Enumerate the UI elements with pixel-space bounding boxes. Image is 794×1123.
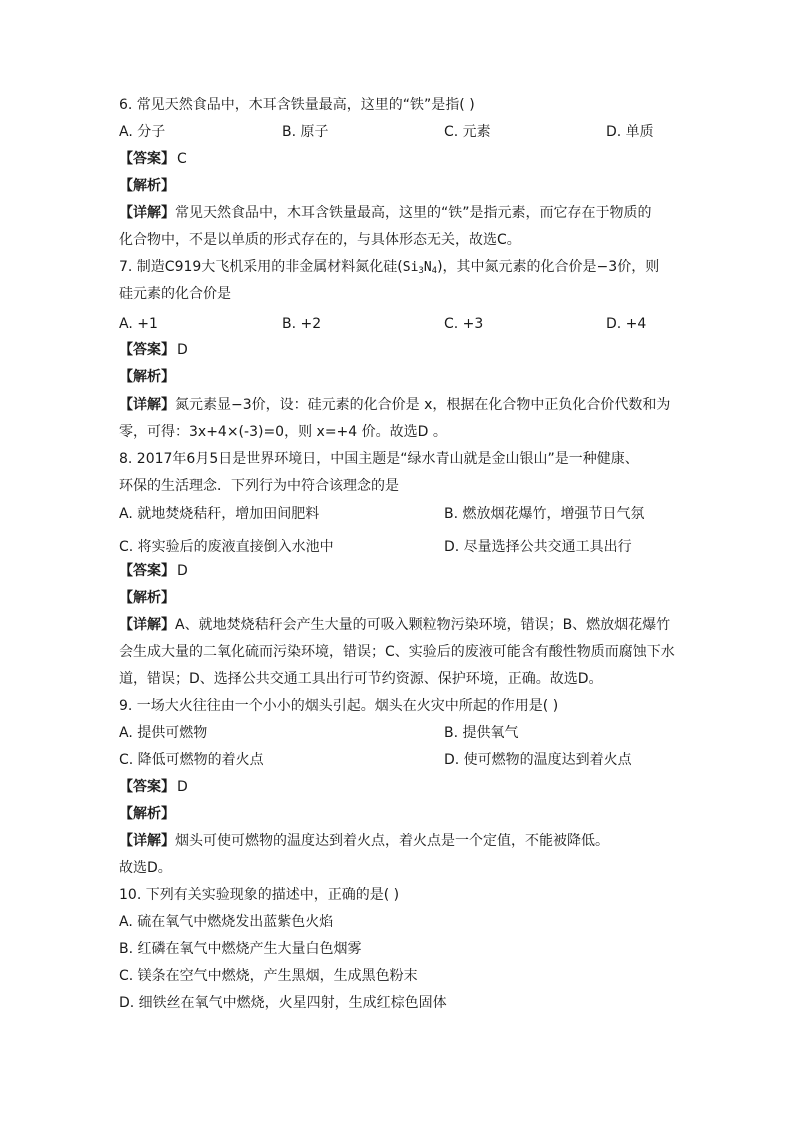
- question-7-answer: [119, 340, 188, 360]
- question-9-stem: 9. 一场大火往往由一个小小的烟头引起。烟头在火灾中所起的作用是( ): [119, 698, 559, 714]
- question-8-option-d: D. 尽量选择公共交通工具出行: [444, 539, 632, 555]
- analysis-tag: 【解析】: [119, 369, 175, 385]
- question-8-option-c: C. 将实验后的废液直接倒入水池中: [119, 539, 334, 555]
- stem-text-b: )，其中氮元素的化合价是−3价，则: [437, 259, 660, 275]
- question-7-option-b: B. +2: [282, 316, 322, 332]
- question-6-option-d: D. 单质: [606, 124, 654, 140]
- answer-value: C: [177, 151, 187, 167]
- question-8-stem-line-2: 环保的生活理念．下列行为中符合该理念的是: [119, 478, 399, 494]
- question-8-detail-line-2: 会生成大量的二氧化硫而污染环境，错误；C、实验后的废液可能含有酸性物质而腐蚀下水: [119, 644, 675, 660]
- stem-text-a: 7. 制造C919大飞机采用的非金属材料氮化硅(: [119, 259, 403, 275]
- question-8-option-b: B. 燃放烟花爆竹，增强节日气氛: [444, 506, 645, 522]
- question-9-answer: [119, 777, 188, 797]
- question-8-answer: [119, 561, 188, 581]
- answer-value: D: [177, 779, 188, 795]
- question-6-option-c: C. 元素: [444, 124, 491, 140]
- question-8-analysis-tag: [119, 588, 175, 608]
- question-9-option-a: A. 提供可燃物: [119, 725, 208, 741]
- question-9-detail-line-1: [119, 831, 609, 851]
- formula: [403, 260, 437, 275]
- question-9-option-b: B. 提供氧气: [444, 725, 519, 741]
- question-7-analysis-tag: [119, 367, 175, 387]
- question-6-analysis-tag: [119, 176, 175, 196]
- detail-text: 烟头可使可燃物的温度达到着火点，着火点是一个定值，不能被降低。: [175, 833, 609, 849]
- question-6-detail-line-2: 化合物中，不是以单质的形式存在的，与具体形态无关，故选C。: [119, 232, 521, 248]
- question-9-analysis-tag: [119, 804, 175, 824]
- question-7-option-d: D. +4: [606, 316, 647, 332]
- detail-tag: 【详解】: [119, 617, 175, 633]
- question-9-option-c: C. 降低可燃物的着火点: [119, 752, 264, 768]
- answer-tag: 【答案】: [119, 342, 175, 358]
- answer-value: D: [177, 342, 188, 358]
- detail-text: 氮元素显−3价，设：硅元素的化合价是 x，根据在化合物中正负化合价代数和为: [175, 397, 671, 413]
- formula-subscript-1: 3: [418, 266, 424, 276]
- analysis-tag: 【解析】: [119, 590, 175, 606]
- question-6-stem: 6. 常见天然食品中，木耳含铁量最高，这里的“铁”是指( ): [119, 97, 475, 113]
- question-10-option-a: A. 硫在氧气中燃烧发出蓝紫色火焰: [119, 914, 334, 930]
- analysis-tag: 【解析】: [119, 178, 175, 194]
- question-7-detail-line-2: 零，可得：3x+4×(-3)=0，则 x=+4 价。故选D 。: [119, 424, 447, 440]
- question-9-option-d: D. 使可燃物的温度达到着火点: [444, 752, 632, 768]
- answer-tag: 【答案】: [119, 779, 175, 795]
- question-10-option-c: C. 镁条在空气中燃烧，产生黑烟，生成黑色粉末: [119, 968, 418, 984]
- detail-text: A、就地焚烧秸秆会产生大量的可吸入颗粒物污染环境，错误；B、燃放烟花爆竹: [175, 617, 671, 633]
- question-8-detail-line-3: 道，错误；D、选择公共交通工具出行可节约资源、保护环境，正确。故选D。: [119, 671, 603, 687]
- question-6-option-b: B. 原子: [282, 124, 329, 140]
- detail-tag: 【详解】: [119, 397, 175, 413]
- question-7-detail-line-1: [119, 395, 670, 415]
- detail-tag: 【详解】: [119, 205, 175, 221]
- question-6-answer: [119, 149, 187, 169]
- question-10-stem: 10. 下列有关实验现象的描述中，正确的是( ): [119, 887, 400, 903]
- formula-n: N: [423, 260, 432, 275]
- question-7-stem-line-1: [119, 257, 659, 281]
- question-9-detail-line-2: 故选D。: [119, 860, 172, 876]
- question-7-stem-line-2: 硅元素的化合价是: [119, 286, 231, 302]
- question-6-detail-line-1: [119, 203, 652, 223]
- question-10-option-d: D. 细铁丝在氧气中燃烧，火星四射，生成红棕色固体: [119, 995, 447, 1011]
- question-7-option-a: A. +1: [119, 316, 158, 332]
- answer-tag: 【答案】: [119, 563, 175, 579]
- formula-subscript-2: 4: [431, 266, 438, 276]
- question-8-option-a: A. 就地焚烧秸秆，增加田间肥料: [119, 506, 320, 522]
- analysis-tag: 【解析】: [119, 806, 175, 822]
- question-6-option-a: A. 分子: [119, 124, 166, 140]
- question-7-option-c: C. +3: [444, 316, 484, 332]
- question-10-option-b: B. 红磷在氧气中燃烧产生大量白色烟雾: [119, 941, 362, 957]
- question-8-stem-line-1: 8. 2017年6月5日是世界环境日，中国主题是“绿水青山就是金山银山”是一种健康、: [119, 451, 639, 467]
- answer-tag: 【答案】: [119, 151, 175, 167]
- detail-text: 常见天然食品中，木耳含铁量最高，这里的“铁”是指元素，而它存在于物质的: [175, 205, 652, 221]
- detail-tag: 【详解】: [119, 833, 175, 849]
- formula-si: Si: [402, 260, 419, 275]
- question-8-detail-line-1: [119, 615, 670, 635]
- answer-value: D: [177, 563, 188, 579]
